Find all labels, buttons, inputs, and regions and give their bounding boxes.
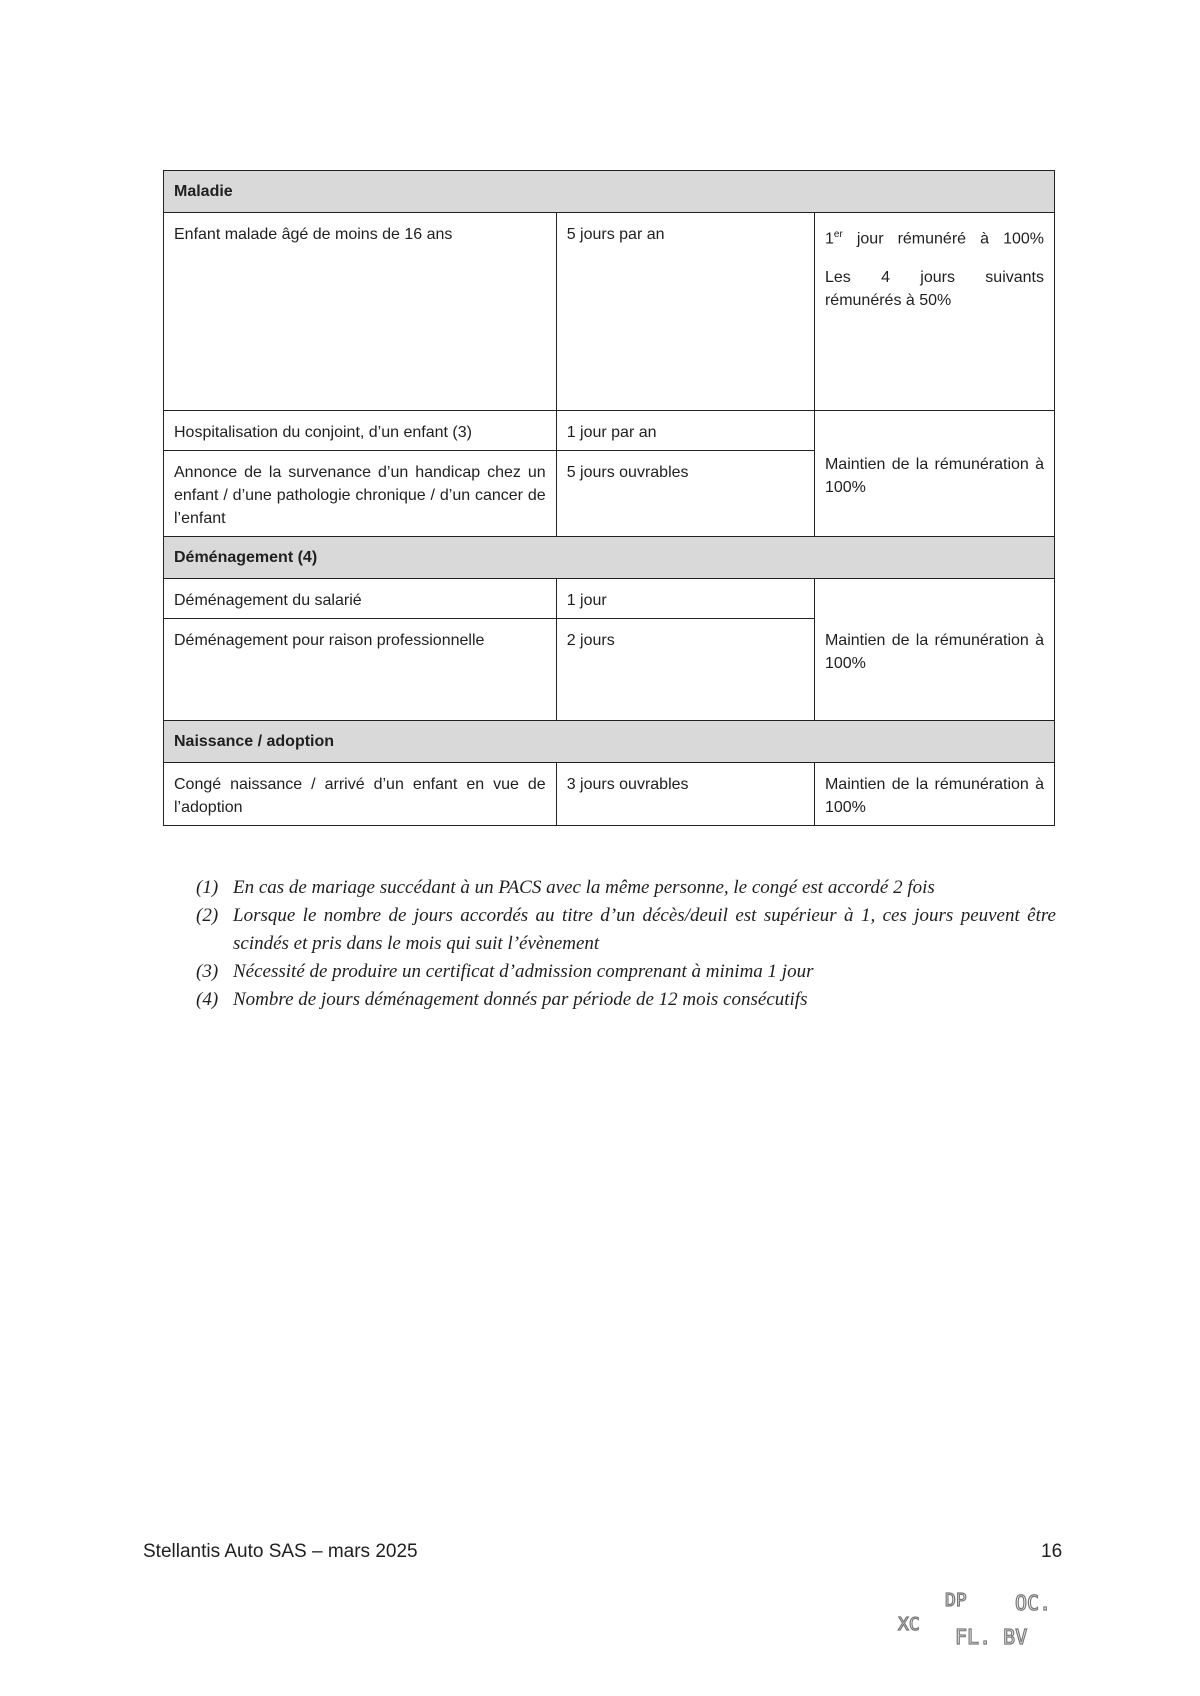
footnote (196, 874, 1056, 902)
table-row (164, 763, 1055, 826)
footnote-text: Nombre de jours déménagement donnés par période de 12 mois consécutifs (233, 989, 808, 1010)
footnote (196, 986, 1056, 1014)
initials-xc: XC (898, 1614, 920, 1635)
pay-text: Maintien de la rémunération à 100% (824, 776, 1044, 816)
table-row (164, 213, 1055, 411)
leave-label: Enfant malade âgé de moins de 16 ans (164, 213, 557, 411)
section-title: Maladie (164, 171, 1055, 213)
leave-duration: 1 jour (556, 579, 814, 619)
table-row (164, 411, 1055, 451)
initials-dp: DP (945, 1590, 967, 1611)
section-header-naissance (164, 721, 1055, 763)
section-header-demenagement (164, 537, 1055, 579)
footnote-number: (3) (196, 961, 219, 982)
footnote-text: Lorsque le nombre de jours accordés au titre d’un décès/deuil est supérieur à 1, ces jours peuvent être scindés et pris dans le mois qui suit l’évènement (233, 905, 1056, 954)
leave-duration: 5 jours par an (556, 213, 814, 411)
leave-pay-cell (814, 579, 1054, 721)
leave-label: Annonce de la survenance d’un handicap chez un enfant / d’une pathologie chronique / d’un cancer de l’enfant (164, 451, 557, 537)
footnote-text: Nécessité de produire un certificat d’admission comprenant à minima 1 jour (233, 961, 814, 982)
pay-text: Maintien de la rémunération à 100% (824, 455, 1044, 496)
section-header-maladie (164, 171, 1055, 213)
leave-label: Déménagement du salarié (164, 579, 557, 619)
leave-duration: 5 jours ouvrables (556, 451, 814, 537)
footnote-number: (1) (196, 877, 219, 898)
leave-pay-cell (814, 763, 1054, 826)
section-title: Déménagement (4) (164, 537, 1055, 579)
leave-label: Déménagement pour raison professionnelle (164, 619, 557, 721)
leave-table (163, 170, 1055, 826)
leave-duration: 1 jour par an (556, 411, 814, 451)
pay-text: Maintien de la rémunération à 100% (824, 631, 1044, 672)
footnote-text: En cas de mariage succédant à un PACS avec la même personne, le congé est accordé 2 fois (233, 877, 935, 898)
section-title: Naissance / adoption (164, 721, 1055, 763)
leave-duration: 2 jours (556, 619, 814, 721)
table-row (164, 579, 1055, 619)
footnote (196, 958, 1056, 986)
leave-pay-cell (814, 213, 1054, 411)
page-number: 16 (1041, 1541, 1063, 1562)
leave-label: Hospitalisation du conjoint, d’un enfant (3) (164, 411, 557, 451)
footnote (196, 902, 1056, 958)
pay-text: 1er jour rémunéré à 100% (824, 229, 1044, 248)
leave-duration: 3 jours ouvrables (556, 763, 814, 826)
footnotes (196, 874, 1056, 1014)
initials-fl-bv: FL. BV (955, 1625, 1028, 1649)
footer-company-date: Stellantis Auto SAS – mars 2025 (143, 1541, 418, 1562)
footnote-number: (4) (196, 989, 219, 1010)
pay-text: Les 4 jours suivants rémunérés à 50% (824, 269, 1044, 310)
footnote-number: (2) (196, 905, 219, 926)
initials-oc: OC. (1015, 1591, 1052, 1615)
leave-pay-cell (814, 411, 1054, 537)
leave-label: Congé naissance / arrivé d’un enfant en vue de l’adoption (164, 763, 557, 826)
handwritten-initials (893, 1586, 1068, 1656)
